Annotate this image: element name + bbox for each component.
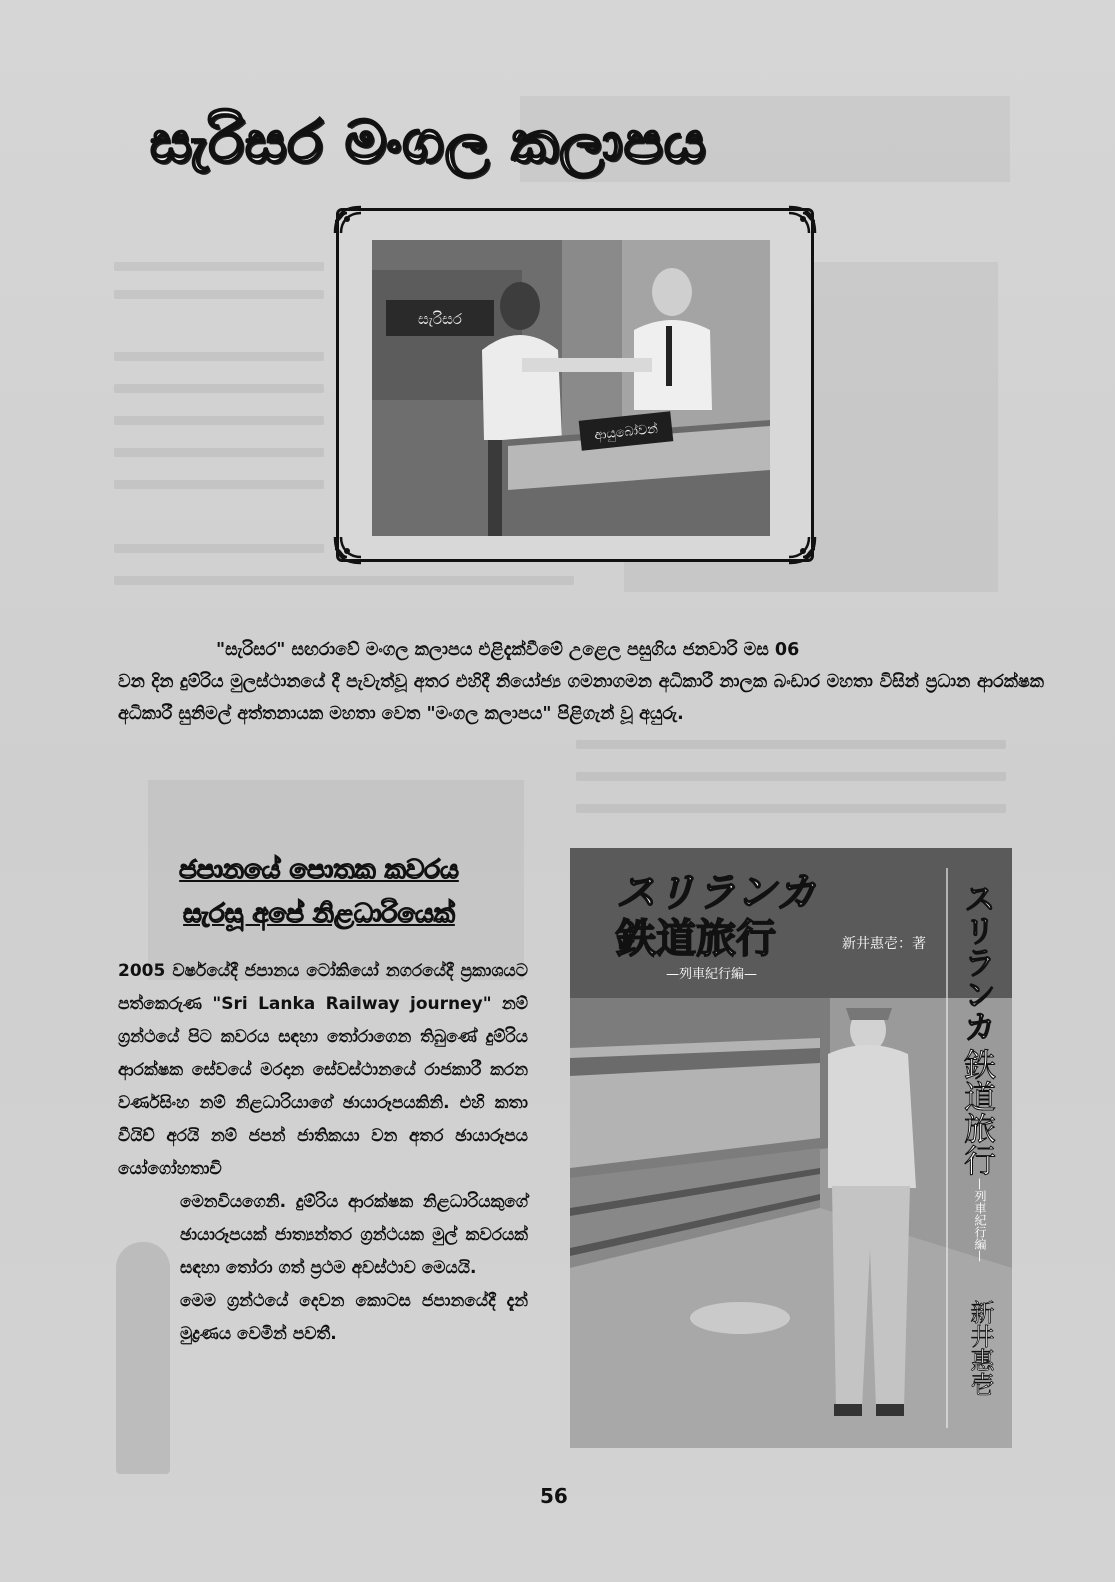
cover-vertical-sub: —列車紀行編—: [973, 1178, 987, 1262]
cover-vertical-title-1: スリランカ: [959, 882, 997, 1042]
cover-author: 新井惠壱：著: [842, 936, 926, 952]
page-number: 56: [540, 1484, 568, 1508]
caption-line-rest: වන දින දුම්රිය මුලස්ථානයේ දී පැවැත්වූ අතර එහිදී නියෝජ්‍ය ගමනාගමන අධිකාරී නාලක බංඩාර මහතා විසින් ප්‍රධාන ආරක්ෂක අධිකාරී සුනිමල් අත්තනායක මහතා වෙත "මංගල කලාපය" පිළිගැන් වූ අයුරු.: [118, 672, 1044, 724]
ghost-line: [576, 804, 1006, 813]
ghost-line: [114, 576, 574, 585]
body-paragraph-2: මෙනවියගෙනි. දුම්රිය ආරක්ෂක නිළධාරියකුගේ ඡායාරූපයක් ජාත්‍යන්තර ග්‍රන්ථයක මුල් කවරයක් සඳහා තෝරා ගත් ප්‍රථම අවස්ථාව මෙයයි.: [180, 1192, 528, 1278]
photo-sign-ayubowan: ආයුබෝවන්: [593, 421, 659, 444]
article2-heading: [120, 848, 518, 936]
article2-body: [118, 955, 528, 1351]
cover-title-katakana: スリランカ: [616, 870, 816, 916]
ornament-corner-icon: [331, 533, 365, 567]
ghost-line: [114, 384, 324, 393]
ghost-line: [114, 290, 324, 299]
cover-subtitle: —列車紀行編—: [666, 967, 758, 982]
photo-sign-sarisara: සැරිසර: [418, 310, 462, 328]
heading-line-2: සැරසූ අපේ නිළධාරියෙක්: [183, 899, 455, 929]
cover-vertical-author: 新井惠壱: [966, 1300, 994, 1396]
ceremony-photo: [372, 240, 770, 536]
ghost-line: [114, 480, 324, 489]
body-paragraph-1: 2005 වර්ෂයේදී ජපානය ටෝකියෝ නගරයේදී ප්‍රකාශයට පත්කෙරුණ "Sri Lanka Railway journey" නම් ග්‍රන්ථයේ පිට කවරය සඳහා තෝරාගෙන තිබුණේ දුම්රිය ආරක්ෂක සේවයේ මරදාන සේවස්ථානයේ රාජකාරී කරන වර්ණසිංහ නම් නිළධාරියාගේ ඡායාරූපයකිනි. එහි කතා වීයිච් අරයි නම් ජපන් ජාතිකයා වන අතර ඡායාරූපය යෝගෝහතාචි: [118, 961, 528, 1179]
ornament-corner-icon: [785, 533, 819, 567]
cover-vertical-title-2: 鉄道旅行: [959, 1048, 997, 1176]
ghost-line: [576, 772, 1006, 781]
photo-caption: [118, 634, 1044, 730]
heading-line-1: ජපානයේ පොතක කවරය: [179, 855, 459, 885]
ghost-line: [114, 352, 324, 361]
body-paragraph-3: මෙම ග්‍රන්ථයේ දෙවන කොටස ජපානයේදී දැන් මුද්‍රණය වෙමින් පවතී.: [180, 1291, 528, 1344]
ghost-line: [114, 544, 324, 553]
ghost-line: [114, 416, 324, 425]
ornament-corner-icon: [331, 203, 365, 237]
ghost-line: [114, 448, 324, 457]
book-cover-photo: [570, 848, 1012, 1448]
ghost-line: [576, 740, 1006, 749]
article-title: සැරිසර මංගල කලාපය: [150, 108, 707, 176]
caption-line-1: "සැරිසර" සඟරාවේ මංගල කලාපය එළිදැක්වීමේ උළෙල පසුගිය ජනවාරි මස 06: [216, 640, 800, 660]
ghost-line: [114, 262, 324, 271]
cover-title-kanji: 鉄道旅行: [616, 916, 776, 962]
ornament-corner-icon: [785, 203, 819, 237]
